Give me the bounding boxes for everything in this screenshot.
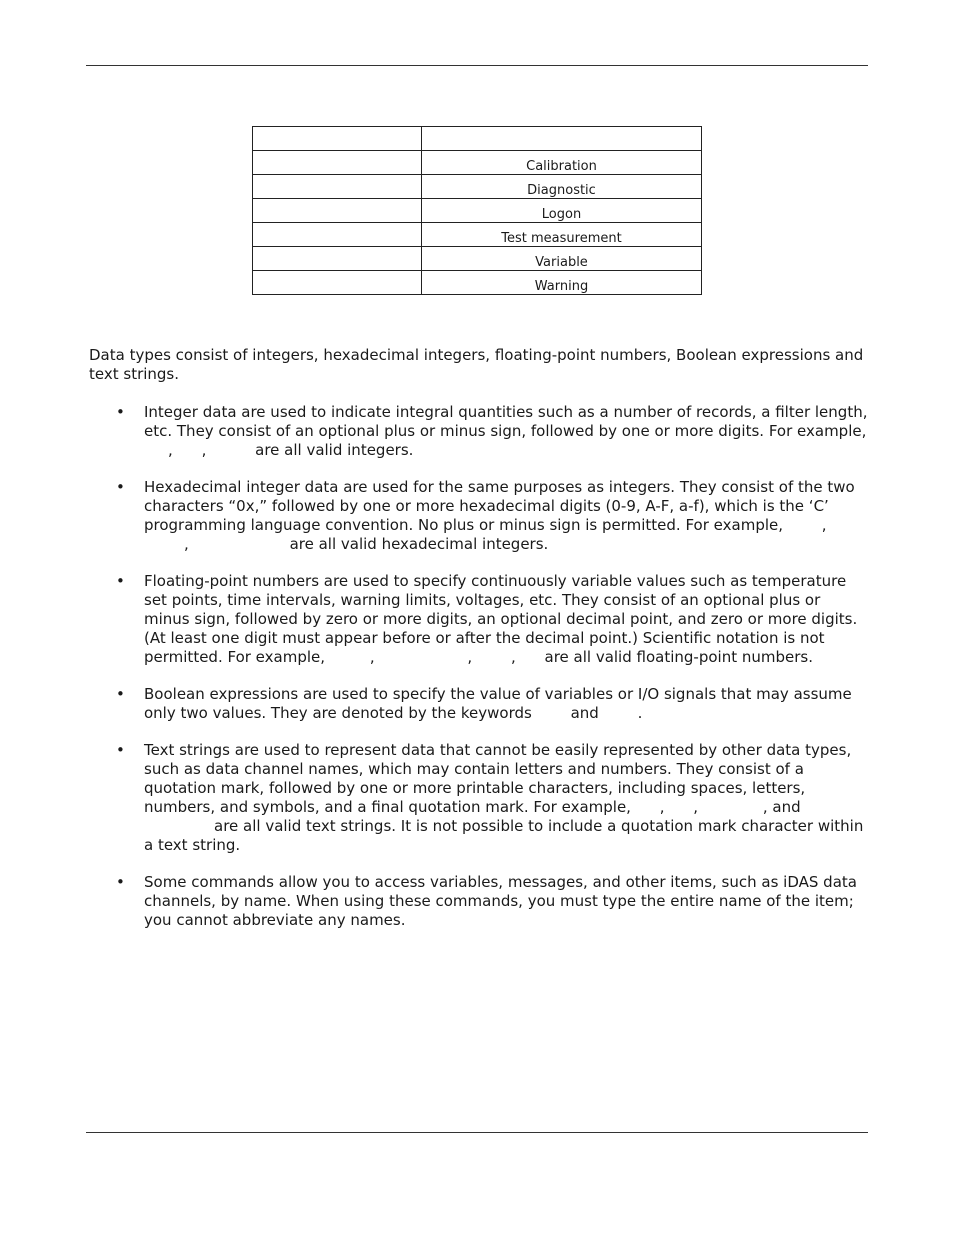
hex-text-end: are all valid hexadecimal integers. — [289, 535, 549, 553]
integer-text: Integer data are used to indicate integral quantities such as a number of records, a filter length, etc. They consist of an optional plus or minus sign, followed by one or more digits. For example, — [144, 403, 868, 440]
bullet-icon: • — [116, 478, 125, 496]
table-cell-code — [253, 175, 422, 199]
table-cell-code — [253, 271, 422, 295]
separator: , and — [762, 798, 801, 816]
list-item-names — [89, 873, 869, 930]
data-types-intro: Data types consist of integers, hexadecimal integers, floating-point numbers, Boolean expressions and text strings. — [89, 346, 864, 383]
hex-text: Hexadecimal integer data are used for the same purposes as integers. They consist of the two characters “0x,” followed by one or more hexadecimal digits (0-9, A-F, a-f), which is the ‘C’ programming language convention. No plus or minus sign is permitted. For example, — [144, 478, 855, 534]
separator: , — [467, 648, 473, 666]
bullet-icon: • — [116, 403, 125, 421]
header-rule — [86, 65, 868, 66]
list-item-hex — [89, 478, 869, 554]
table-cell-description: Logon — [422, 199, 702, 223]
integer-text-end: are all valid integers. — [255, 441, 414, 459]
table-row — [253, 151, 702, 175]
bullet-icon: • — [116, 572, 125, 590]
separator: , — [659, 798, 665, 816]
table-cell-description: Diagnostic — [422, 175, 702, 199]
text-strings-end: are all valid text strings. It is not possible to include a quotation mark character within a text string. — [144, 817, 864, 854]
bullet-icon: • — [116, 685, 125, 703]
list-item-text-strings — [89, 741, 869, 855]
bullet-icon: • — [116, 741, 125, 759]
table-header-code — [253, 127, 422, 151]
table-cell-code — [253, 151, 422, 175]
list-item-integer — [89, 403, 869, 460]
table-row — [253, 199, 702, 223]
list-item-float — [89, 572, 869, 667]
table-cell-description: Calibration — [422, 151, 702, 175]
separator: , — [201, 441, 207, 459]
list-item-boolean — [89, 685, 869, 723]
separator: , — [693, 798, 699, 816]
float-text-end: are all valid floating-point numbers. — [544, 648, 813, 666]
table-cell-description: Warning — [422, 271, 702, 295]
table-row — [253, 247, 702, 271]
boolean-end: . — [637, 704, 643, 722]
boolean-text: Boolean expressions are used to specify the value of variables or I/O signals that may assume only two values. They are denoted by the keywords — [144, 685, 852, 722]
table-row — [253, 271, 702, 295]
separator: , — [184, 535, 189, 553]
table-row — [253, 223, 702, 247]
table-cell-code — [253, 247, 422, 271]
table-cell-description: Variable — [422, 247, 702, 271]
table-cell-code — [253, 223, 422, 247]
float-text: Floating-point numbers are used to specify continuously variable values such as temperature set points, time intervals, warning limits, voltages, etc. They consist of an optional plus or minus sign, followed by zero or more digits, an optional decimal point, and zero or more digits. (At least one digit must appear before or after the decimal point.) Scientific notation is not permitted. For example, — [144, 572, 858, 666]
table-header-row — [253, 127, 702, 151]
separator: , — [510, 648, 516, 666]
separator: , — [168, 441, 173, 459]
text-strings-text: Text strings are used to represent data that cannot be easily represented by other data types, such as data channel names, which may contain letters and numbers. They consist of a quotation mark, followed by one or more printable characters, including spaces, letters, numbers, and symbols, and a final quotation mark. For example, — [144, 741, 852, 816]
bullet-icon: • — [116, 873, 125, 891]
table-header-description — [422, 127, 702, 151]
table-cell-description: Test measurement — [422, 223, 702, 247]
command-type-table — [252, 126, 702, 295]
separator: , — [821, 516, 827, 534]
table-row — [253, 175, 702, 199]
separator: , — [369, 648, 375, 666]
boolean-and: and — [570, 704, 599, 722]
table-cell-code — [253, 199, 422, 223]
data-type-list — [89, 403, 869, 948]
names-text: Some commands allow you to access variables, messages, and other items, such as iDAS data channels, by name. When using these commands, you must type the entire name of the item; you cannot abbreviate any names. — [144, 873, 857, 929]
footer-rule — [86, 1132, 868, 1133]
